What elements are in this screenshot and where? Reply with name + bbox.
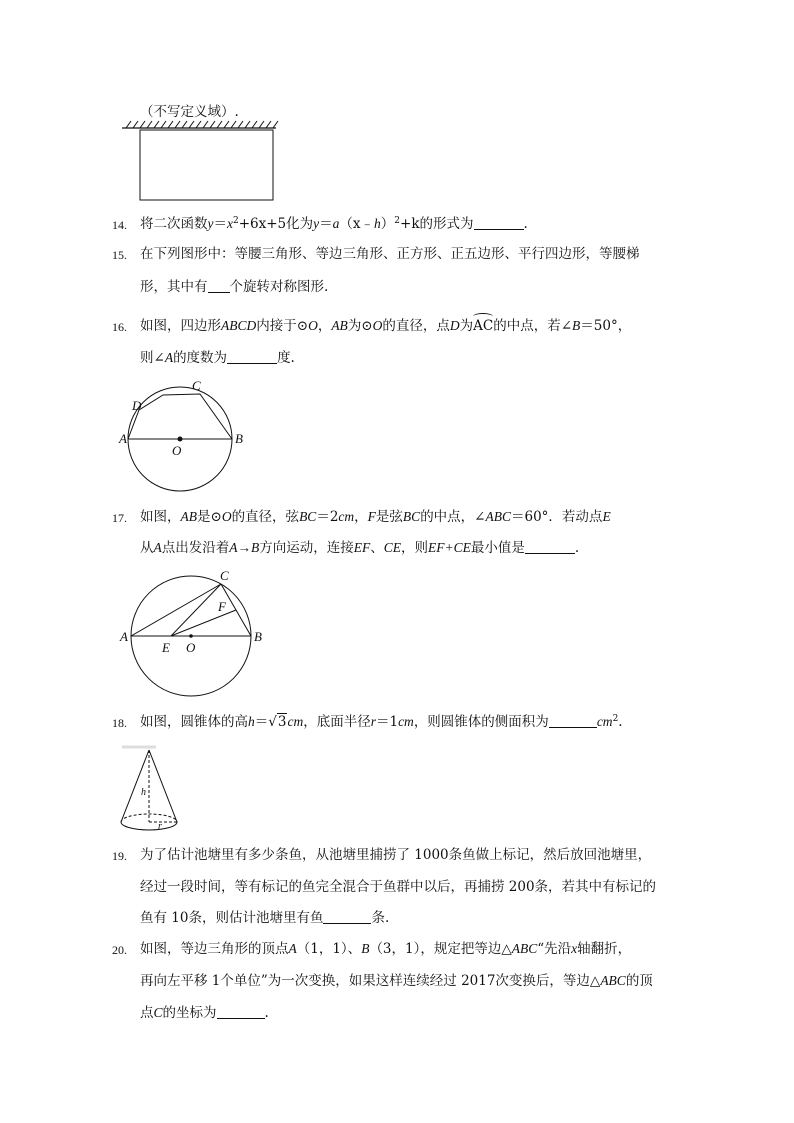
label-B: B [235, 431, 243, 446]
hatch-mark [161, 121, 166, 128]
hatch-mark [231, 121, 236, 128]
question-number: 20. [112, 943, 127, 957]
hatch-mark [252, 121, 257, 128]
hatch-mark [182, 121, 187, 128]
question-14: 将二次函数$y=x^2+6x+5$化为y＝a（x﹣h）$^2$+k的形式为 . [140, 216, 528, 232]
label-O: O [186, 640, 196, 655]
label-C: C [220, 568, 229, 583]
arc-ac: AC [473, 318, 494, 334]
question-20-line1: 如图，等边三角形的顶点A（1，1）、B（3，1），规定把等边△ABC“先沿x轴翻折， [140, 941, 632, 957]
hatch-mark [210, 121, 215, 128]
label-E: E [162, 640, 170, 655]
question-20-line3: 点C的坐标为 . [140, 1005, 269, 1021]
hatch-mark [273, 121, 278, 128]
hatch-mark [203, 121, 208, 128]
hatch-mark [133, 121, 138, 128]
question-17-line2: 从A点出发沿着A→B方向运动，连接EF、CE，则EF+CE最小值是 . [140, 540, 580, 556]
question-17-line1: 如图，AB是⊙O的直径，弦BC＝2cm，F是弦BC的中点，∠ABC＝60°．若动点E [140, 509, 611, 525]
question-number: 14. [112, 218, 127, 232]
hatch-mark [266, 121, 271, 128]
question-19-line1: 为了估计池塘里有多少条鱼，从池塘里捕捞了 1000条鱼做上标记，然后放回池塘里， [140, 847, 652, 863]
hatch-mark [259, 121, 264, 128]
question-19-line3: 鱼有 10条，则估计池塘里有鱼 条. [140, 910, 390, 926]
hatch-mark [217, 121, 222, 128]
hatch-mark [147, 121, 152, 128]
hatch-mark [154, 121, 159, 128]
label-O: O [172, 443, 182, 458]
hatch-mark [196, 121, 201, 128]
label-C: C [192, 378, 201, 393]
hatch-mark [238, 121, 243, 128]
label-B: B [254, 629, 262, 644]
rectangle-figure [118, 118, 288, 206]
question-16-line1: 如图，四边形ABCD内接于⊙O，AB为⊙O的直径，点D为AC的中点，若∠B＝50°， [140, 318, 632, 334]
label-A: A [119, 431, 127, 446]
answer-blank [208, 278, 230, 293]
hatch-mark [175, 121, 180, 128]
answer-blank [525, 539, 575, 554]
answer-blank [323, 909, 371, 924]
label-A: A [120, 629, 128, 644]
answer-blank [227, 349, 277, 364]
question-number: 15. [112, 248, 127, 262]
answer-blank [474, 215, 524, 230]
hatch-mark [245, 121, 250, 128]
top-note: （不写定义域）. [140, 104, 239, 120]
question-16-line2: 则∠A的度数为 度. [140, 350, 295, 366]
figure-q16-circle [118, 375, 258, 485]
figure-q17-circle [118, 565, 278, 705]
label-r: r [158, 821, 162, 832]
hatch-mark [168, 121, 173, 128]
question-number: 18. [112, 716, 127, 730]
hatch-mark [126, 121, 131, 128]
figure-q18-cone [118, 745, 188, 837]
label-D: D [132, 398, 142, 413]
question-15-line1: 在下列图形中：等腰三角形、等边三角形、正方形、正五边形、平行四边形，等腰梯 [140, 246, 640, 262]
label-F: F [218, 599, 226, 614]
question-number: 16. [112, 320, 127, 334]
question-19-line2: 经过一段时间，等有标记的鱼完全混合于鱼群中以后，再捕捞 200条，若其中有标记的 [140, 879, 657, 895]
hatch-mark [189, 121, 194, 128]
question-15-line2: 形，其中有 个旋转对称图形. [140, 279, 329, 295]
hatch-mark [224, 121, 229, 128]
answer-blank [217, 1004, 265, 1019]
question-number: 17. [112, 511, 127, 525]
answer-blank [549, 713, 597, 728]
hatch-mark [140, 121, 145, 128]
question-20-line2: 再向左平移 1个单位”为一次变换，如果这样连续经过 2017次变换后，等边△ABC的顶 [140, 973, 653, 989]
question-18: 如图，圆锥体的高h＝√3cm，底面半径r＝1cm，则圆锥体的侧面积为 $cm^2$. [140, 714, 623, 730]
question-number: 19. [112, 849, 127, 863]
label-h: h [141, 787, 146, 798]
